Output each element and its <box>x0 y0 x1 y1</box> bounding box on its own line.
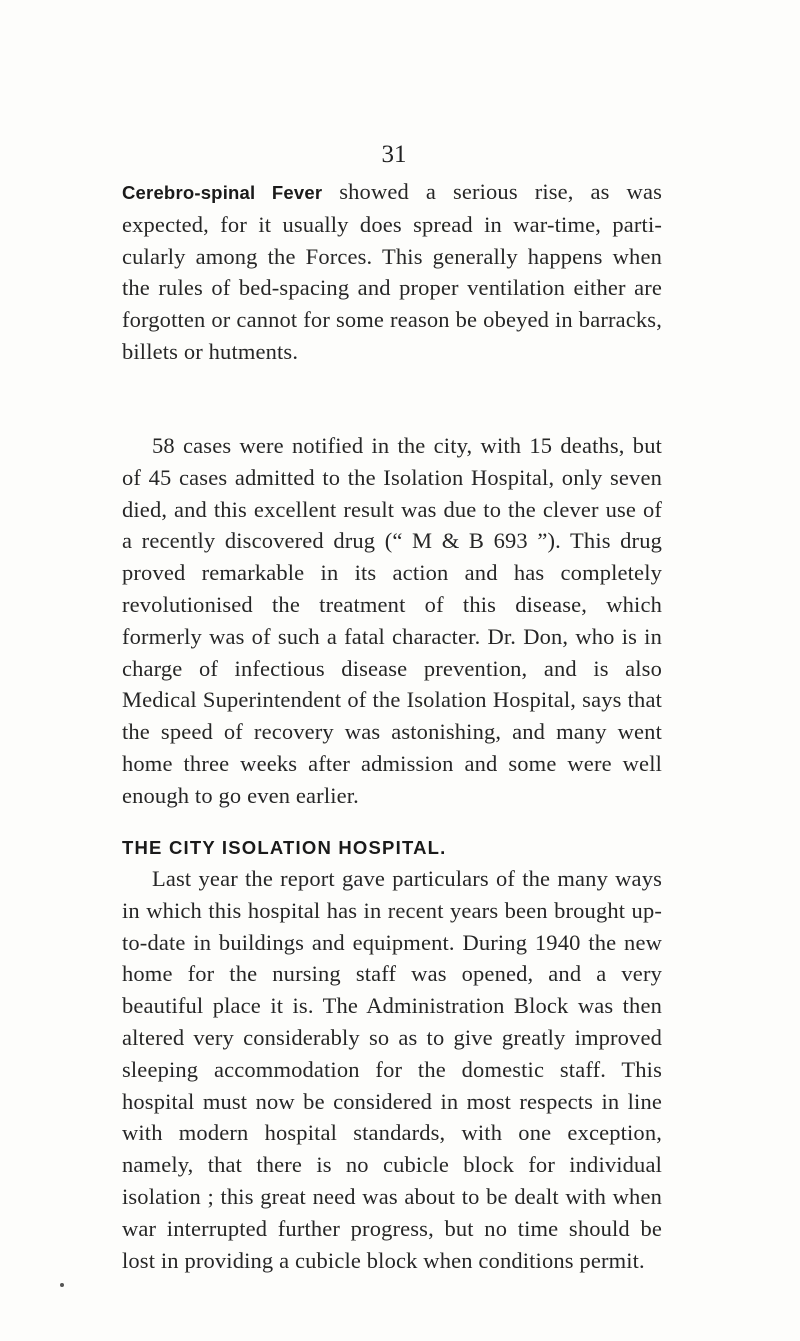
isolation-hospital-paragraph: Last year the report gave particulars of the many ways in which this hospital has in recent years been brought up-to-date in buildings and equipment. During 1940 the new home for the nursing staff was opened, and a very beautiful place it is. The Administration Block was then altered very considerably so as to give greatly improved sleeping accommodation for the domestic staff. This hospital must now be considered in most respects in line with modern hospital standards, with one exception, namely, that there is no cubicle block for individual isolation ; this great need was about to be dealt with when war interrupted further progress, but no time should be lost in providing a cubicle block when conditions permit. <box>122 866 662 1273</box>
isolation-hospital-section <box>122 832 662 1276</box>
print-speck-mark <box>60 1283 64 1287</box>
cerebro-spinal-run-in-heading: Cerebro-spinal Fever <box>122 182 323 203</box>
cerebro-spinal-section-results <box>122 430 662 812</box>
page-number: 31 <box>381 141 407 168</box>
cerebro-spinal-paragraph-1 <box>122 176 662 368</box>
cerebro-spinal-section-intro <box>122 176 662 368</box>
cerebro-spinal-paragraph-2: 58 cases were notified in the city, with 15 deaths, but of 45 cases admitted to the Isolation Hospital, only seven died, and this excellent result was due to the clever use of a recently discovered drug (“ M & B 693 ”). This drug proved remarkable in its action and has completely revolutionised the treatment of this disease, which formerly was of such a fatal character. Dr. Don, who is in charge of infectious disease prevention, and is also Medical Superintendent of the Isolation Hospital, says that the speed of recovery was astonishing, and many went home three weeks after admission and some were well enough to go even earlier. <box>122 433 662 808</box>
cerebro-spinal-paragraph-1-body: showed a serious rise, as was expected, for it usually does spread in war-time, parti- cularly among the Forces. This generally happens when the rules of bed-spacing and proper ventilation either are forgotten or cannot for some reason be obeyed in barracks, billets or hutments. <box>122 179 662 364</box>
isolation-hospital-heading: THE CITY ISOLATION HOSPITAL. <box>122 837 447 858</box>
